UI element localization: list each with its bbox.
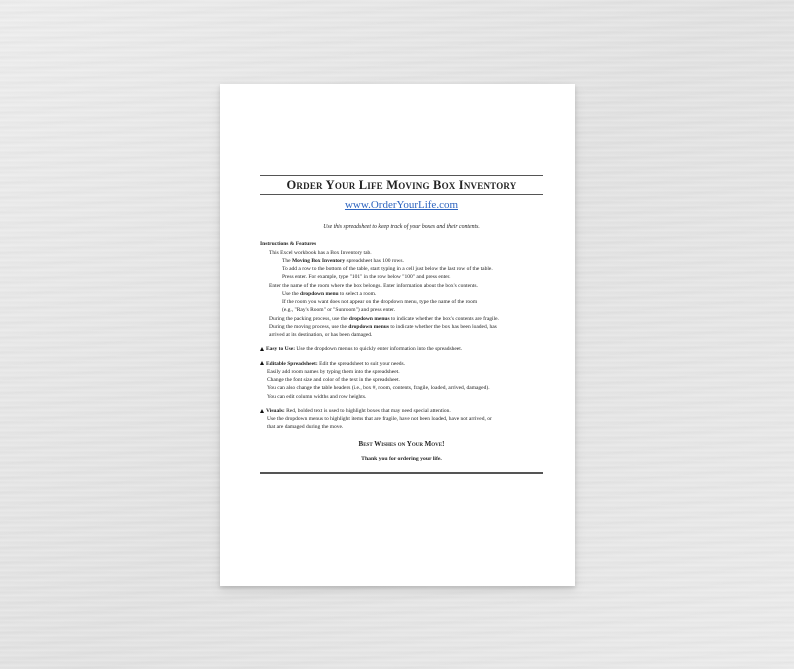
visuals-line-2: Use the dropdown menus to highlight items that are fragile, have not been loaded, have not arrived, or — [267, 416, 492, 423]
document-page — [220, 84, 575, 586]
visuals-text: Red, bolded text is used to highlight boxes that may need special attention. — [284, 407, 451, 414]
instruction-line-3: To add a row to the bottom of the table, start typing in a cell just below the last row of the table. — [282, 266, 493, 273]
editable-spreadsheet-head — [260, 360, 543, 368]
easy-to-use-title: Easy to Use: — [266, 346, 296, 353]
instruction-line-10-suffix: to indicate whether the box has been loaded, has — [389, 323, 497, 330]
visuals-head — [260, 407, 543, 415]
instructions-title: Instructions & Features — [260, 241, 317, 248]
document-content — [260, 175, 543, 474]
instruction-line-10-bold: dropdown menus — [348, 323, 389, 330]
instruction-line-6-bold: dropdown menu — [300, 290, 339, 297]
triangle-bullet-icon — [260, 409, 264, 413]
instruction-line-8: (e.g., "Ray's Room" or "Sunroom") and press enter. — [282, 307, 396, 314]
instruction-line-6-suffix: to select a room. — [338, 290, 377, 297]
visuals-title: Visuals: — [266, 407, 285, 414]
editable-spreadsheet-title: Editable Spreadsheet: — [266, 360, 318, 367]
instructions-section — [260, 240, 543, 339]
easy-to-use-text-wrap — [266, 345, 462, 353]
editable-spreadsheet-bullet — [260, 360, 543, 401]
instruction-line-10-prefix: During the moving process, use the — [269, 323, 349, 330]
instruction-line-6-prefix: Use the — [282, 290, 301, 297]
instruction-line-7: If the room you want does not appear on the dropdown menu, type the name of the room — [282, 299, 478, 306]
editable-spreadsheet-text: Edit the spreadsheet to suit your needs. — [317, 360, 406, 367]
triangle-bullet-icon — [260, 347, 264, 351]
instruction-line-9 — [260, 315, 543, 323]
instruction-line-4: Press enter. For example, type "101" in the row below "100" and press enter. — [282, 274, 451, 281]
thank-you-text: Thank you for ordering your life. — [361, 455, 442, 462]
easy-to-use-bullet — [260, 345, 543, 353]
instruction-line-5: Enter the name of the room where the box belongs. Enter information about the box's contents. — [269, 282, 478, 289]
easy-to-use-text: Use the dropdown menus to quickly enter information into the spreadsheet. — [295, 346, 463, 353]
editable-line-4: You can also change the table headers (i.e., box #, room, contents, fragile, loaded, arrived, damaged). — [267, 385, 490, 392]
instruction-line-9-bold: dropdown menus — [348, 315, 390, 322]
editable-line-5: You can edit column widths and row heights. — [267, 393, 367, 400]
instruction-line-11: arrived at its destination, or has been damaged. — [269, 332, 373, 339]
triangle-bullet-icon — [260, 361, 264, 365]
instruction-line-1: This Excel workbook has a Box Inventory tab. — [269, 249, 372, 256]
instruction-line-2 — [260, 257, 543, 265]
editable-spreadsheet-text-wrap — [266, 360, 405, 368]
instruction-line-10 — [260, 323, 543, 331]
instruction-line-9-suffix: to indicate whether the box's contents are fragile. — [389, 315, 499, 322]
visuals-text-wrap — [266, 407, 451, 415]
visuals-bullet — [260, 407, 543, 432]
instruction-line-2-bold: Moving Box Inventory — [291, 257, 346, 264]
editable-line-3: Change the font size and color of the text in the spreadsheet. — [267, 377, 400, 384]
website-link[interactable]: www.OrderYourLife.com — [344, 199, 459, 212]
instruction-line-6 — [260, 290, 543, 298]
instruction-line-9-prefix: During the packing process, use the — [269, 315, 349, 322]
bottom-rule — [260, 472, 543, 474]
instruction-line-2-suffix: spreadsheet has 100 rows. — [345, 257, 404, 264]
editable-line-2: Easily add room names by typing them into the spreadsheet. — [267, 368, 400, 375]
easy-to-use-head — [260, 345, 543, 353]
document-title: Order Your Life Moving Box Inventory — [286, 178, 517, 192]
visuals-line-3: that are damaged during the move. — [267, 424, 344, 431]
title-rule-block — [260, 175, 543, 195]
best-wishes: Best Wishes on Your Move! — [358, 439, 445, 448]
instruction-line-2-prefix: The — [282, 257, 292, 264]
intro-text: Use this spreadsheet to keep track of your boxes and their contents. — [323, 223, 480, 230]
